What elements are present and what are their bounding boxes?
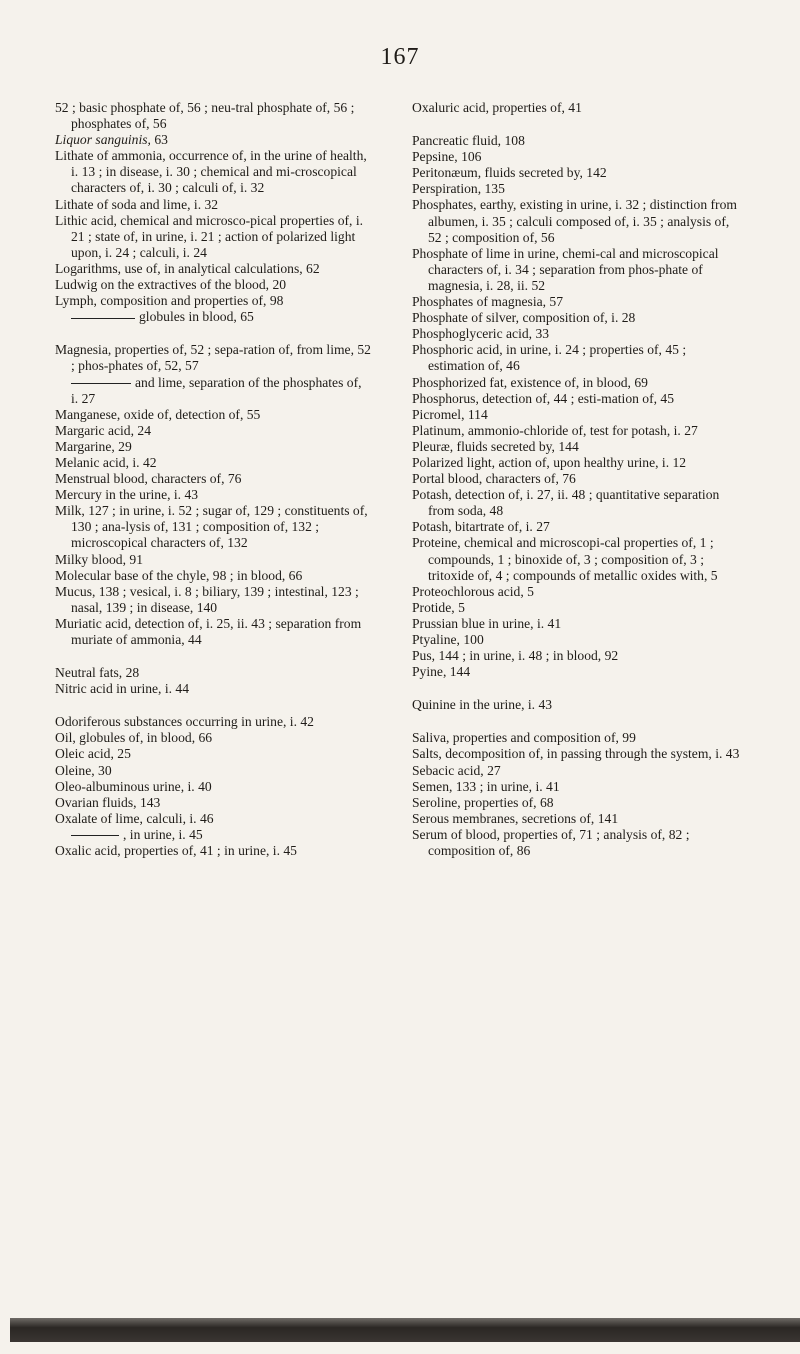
index-entry: Oxaluric acid, properties of, 41 <box>412 100 582 115</box>
index-entry: Phosphoric acid, in urine, i. 24 ; properties of, 45 ; estimation of, 46 <box>412 342 687 374</box>
index-entry: Magnesia, properties of, 52 ; sepa-ration of, from lime, 52 ; phos-phates of, 52, 57 <box>55 342 371 374</box>
index-entry: Lithate of soda and lime, i. 32 <box>55 196 219 212</box>
index-entry: Semen, 133 ; in urine, i. 41 <box>412 778 560 794</box>
index-entry: Oxalic acid, properties of, 41 ; in urine, i. 45 <box>55 843 297 859</box>
index-entry: Peritonæum, fluids secreted by, 142 <box>412 165 607 181</box>
index-entry: Logarithms, use of, in analytical calculations, 62 <box>55 260 320 276</box>
index-entry: Melanic acid, i. 42 <box>55 454 157 470</box>
index-entry: Phosphorus, detection of, 44 ; esti-mation of, 45 <box>412 390 675 406</box>
index-entry: Seroline, properties of, 68 <box>412 794 554 810</box>
index-entry: Phosphate of lime in urine, chemi-cal and microscopical characters of, i. 34 ; separation from phos-phate of magnesia, i. 28, ii. 52 <box>412 245 719 293</box>
index-subentry <box>55 375 371 407</box>
index-column-left <box>55 100 371 859</box>
index-entry: Menstrual blood, characters of, 76 <box>55 471 242 487</box>
index-entry: Potash, detection of, i. 27, ii. 48 ; quantitative separation from soda, 48 <box>412 487 720 519</box>
index-entry: Milky blood, 91 <box>55 551 143 567</box>
index-subentry-text: , in urine, i. 45 <box>123 826 203 842</box>
index-entry: Ptyaline, 100 <box>412 632 484 647</box>
index-entry: Phosphorized fat, existence of, in blood, 69 <box>412 374 648 390</box>
index-entry: Potash, bitartrate of, i. 27 <box>412 519 550 535</box>
index-entry: Milk, 127 ; in urine, i. 52 ; sugar of, 129 ; constituents of, 130 ; ana-lysis of, 131 ; composition of, 132 ; microscopical characters of, 132 <box>55 503 368 551</box>
ditto-dash <box>71 318 135 319</box>
index-entry: Lymph, composition and properties of, 98 <box>55 293 284 309</box>
index-entry <box>55 132 371 148</box>
index-entry: Odoriferous substances occurring in urine, i. 42 <box>55 714 314 730</box>
index-entry: Phosphates, earthy, existing in urine, i. 32 ; distinction from albumen, i. 35 ; calculi composed of, i. 35 ; analysis of, 52 ; composition of, 56 <box>412 197 737 245</box>
scan-edge-band <box>10 1318 800 1342</box>
index-entry: Proteine, chemical and microscopi-cal properties of, 1 ; compounds, 1 ; binoxide of, 3 ; composition of, 3 ; tritoxide of, 4 ; compounds of metallic oxides with, 5 <box>412 535 718 583</box>
index-entry: Pus, 144 ; in urine, i. 48 ; in blood, 92 <box>412 648 619 664</box>
index-entry: Portal blood, characters of, 76 <box>412 471 576 487</box>
index-entry: Pepsine, 106 <box>412 149 482 165</box>
page-number: 167 <box>380 44 420 70</box>
ditto-dash <box>71 383 131 384</box>
index-subentry-text: globules in blood, 65 <box>139 309 254 325</box>
index-entry: Molecular base of the chyle, 98 ; in blood, 66 <box>55 567 303 583</box>
index-entry: Pleuræ, fluids secreted by, 144 <box>412 438 579 454</box>
index-entry: Phosphate of silver, composition of, i. 28 <box>412 310 636 326</box>
index-entry: Muriatic acid, detection of, i. 25, ii. 43 ; separation from muriate of ammonia, 44 <box>55 615 362 647</box>
index-entry: Ovarian fluids, 143 <box>55 794 161 810</box>
index-entry: Protide, 5 <box>412 599 465 615</box>
index-subentry <box>55 827 371 843</box>
index-entry: Nitric acid in urine, i. 44 <box>55 681 190 697</box>
index-entry: Margaric acid, 24 <box>55 422 151 438</box>
index-entry: Phosphates of magnesia, 57 <box>412 294 564 310</box>
index-entry: Lithate of ammonia, occurrence of, in the urine of health, i. 13 ; in disease, i. 30 ; chemical and mi-croscopical characters of, i. 30 ; calculi of, i. 32 <box>55 148 367 196</box>
index-entry: Saliva, properties and composition of, 99 <box>412 730 636 746</box>
index-entry: Quinine in the urine, i. 43 <box>412 697 553 713</box>
index-entry: Proteochlorous acid, 5 <box>412 583 534 599</box>
index-entry: Oleine, 30 <box>55 762 112 778</box>
index-subentry-text: and lime, separation of the phosphates of, i. 27 <box>71 374 362 406</box>
index-entry: Perspiration, 135 <box>412 181 505 197</box>
index-entry: Platinum, ammonio-chloride of, test for potash, i. 27 <box>412 422 698 438</box>
index-entry: Serous membranes, secretions of, 141 <box>412 810 619 826</box>
index-entry: Salts, decomposition of, in passing through the system, i. 43 <box>412 746 740 762</box>
index-entry: Mercury in the urine, i. 43 <box>55 487 199 503</box>
index-entry: Oleo-albuminous urine, i. 40 <box>55 778 212 794</box>
index-entry-title: Liquor sanguinis, <box>55 132 151 148</box>
index-entry: Oxalate of lime, calculi, i. 46 <box>55 810 214 826</box>
index-column-right <box>412 100 742 859</box>
ditto-dash <box>71 835 119 836</box>
index-entry: Phosphoglyceric acid, 33 <box>412 326 550 342</box>
index-entry: Oil, globules of, in blood, 66 <box>55 730 213 746</box>
index-entry: Sebacic acid, 27 <box>412 762 501 778</box>
index-entry: Ludwig on the extractives of the blood, 20 <box>55 277 287 293</box>
index-entry: Lithic acid, chemical and microsco-pical properties of, i. 21 ; state of, in urine, i. 21 ; action of polarized light upon, i. 24 ; calculi, i. 24 <box>55 212 364 260</box>
index-entry: Pyine, 144 <box>412 664 471 680</box>
index-subentry <box>55 309 371 325</box>
index-entry: Picromel, 114 <box>412 406 488 422</box>
index-entry: Pancreatic fluid, 108 <box>412 133 525 149</box>
index-entry: Serum of blood, properties of, 71 ; analysis of, 82 ; composition of, 86 <box>412 826 690 859</box>
index-entry: Margarine, 29 <box>55 438 132 454</box>
index-entry: 52 ; basic phosphate of, 56 ; neu-tral phosphate of, 56 ; phosphates of, 56 <box>55 100 355 132</box>
index-entry: Polarized light, action of, upon healthy urine, i. 12 <box>412 454 687 470</box>
index-entry-ref: 63 <box>150 132 168 148</box>
index-entry: Prussian blue in urine, i. 41 <box>412 615 562 631</box>
index-entry: Oleic acid, 25 <box>55 746 131 762</box>
index-entry: Manganese, oxide of, detection of, 55 <box>55 406 261 422</box>
index-entry: Neutral fats, 28 <box>55 665 140 681</box>
index-entry: Mucus, 138 ; vesical, i. 8 ; biliary, 139 ; intestinal, 123 ; nasal, 139 ; in disease, 140 <box>55 583 359 615</box>
